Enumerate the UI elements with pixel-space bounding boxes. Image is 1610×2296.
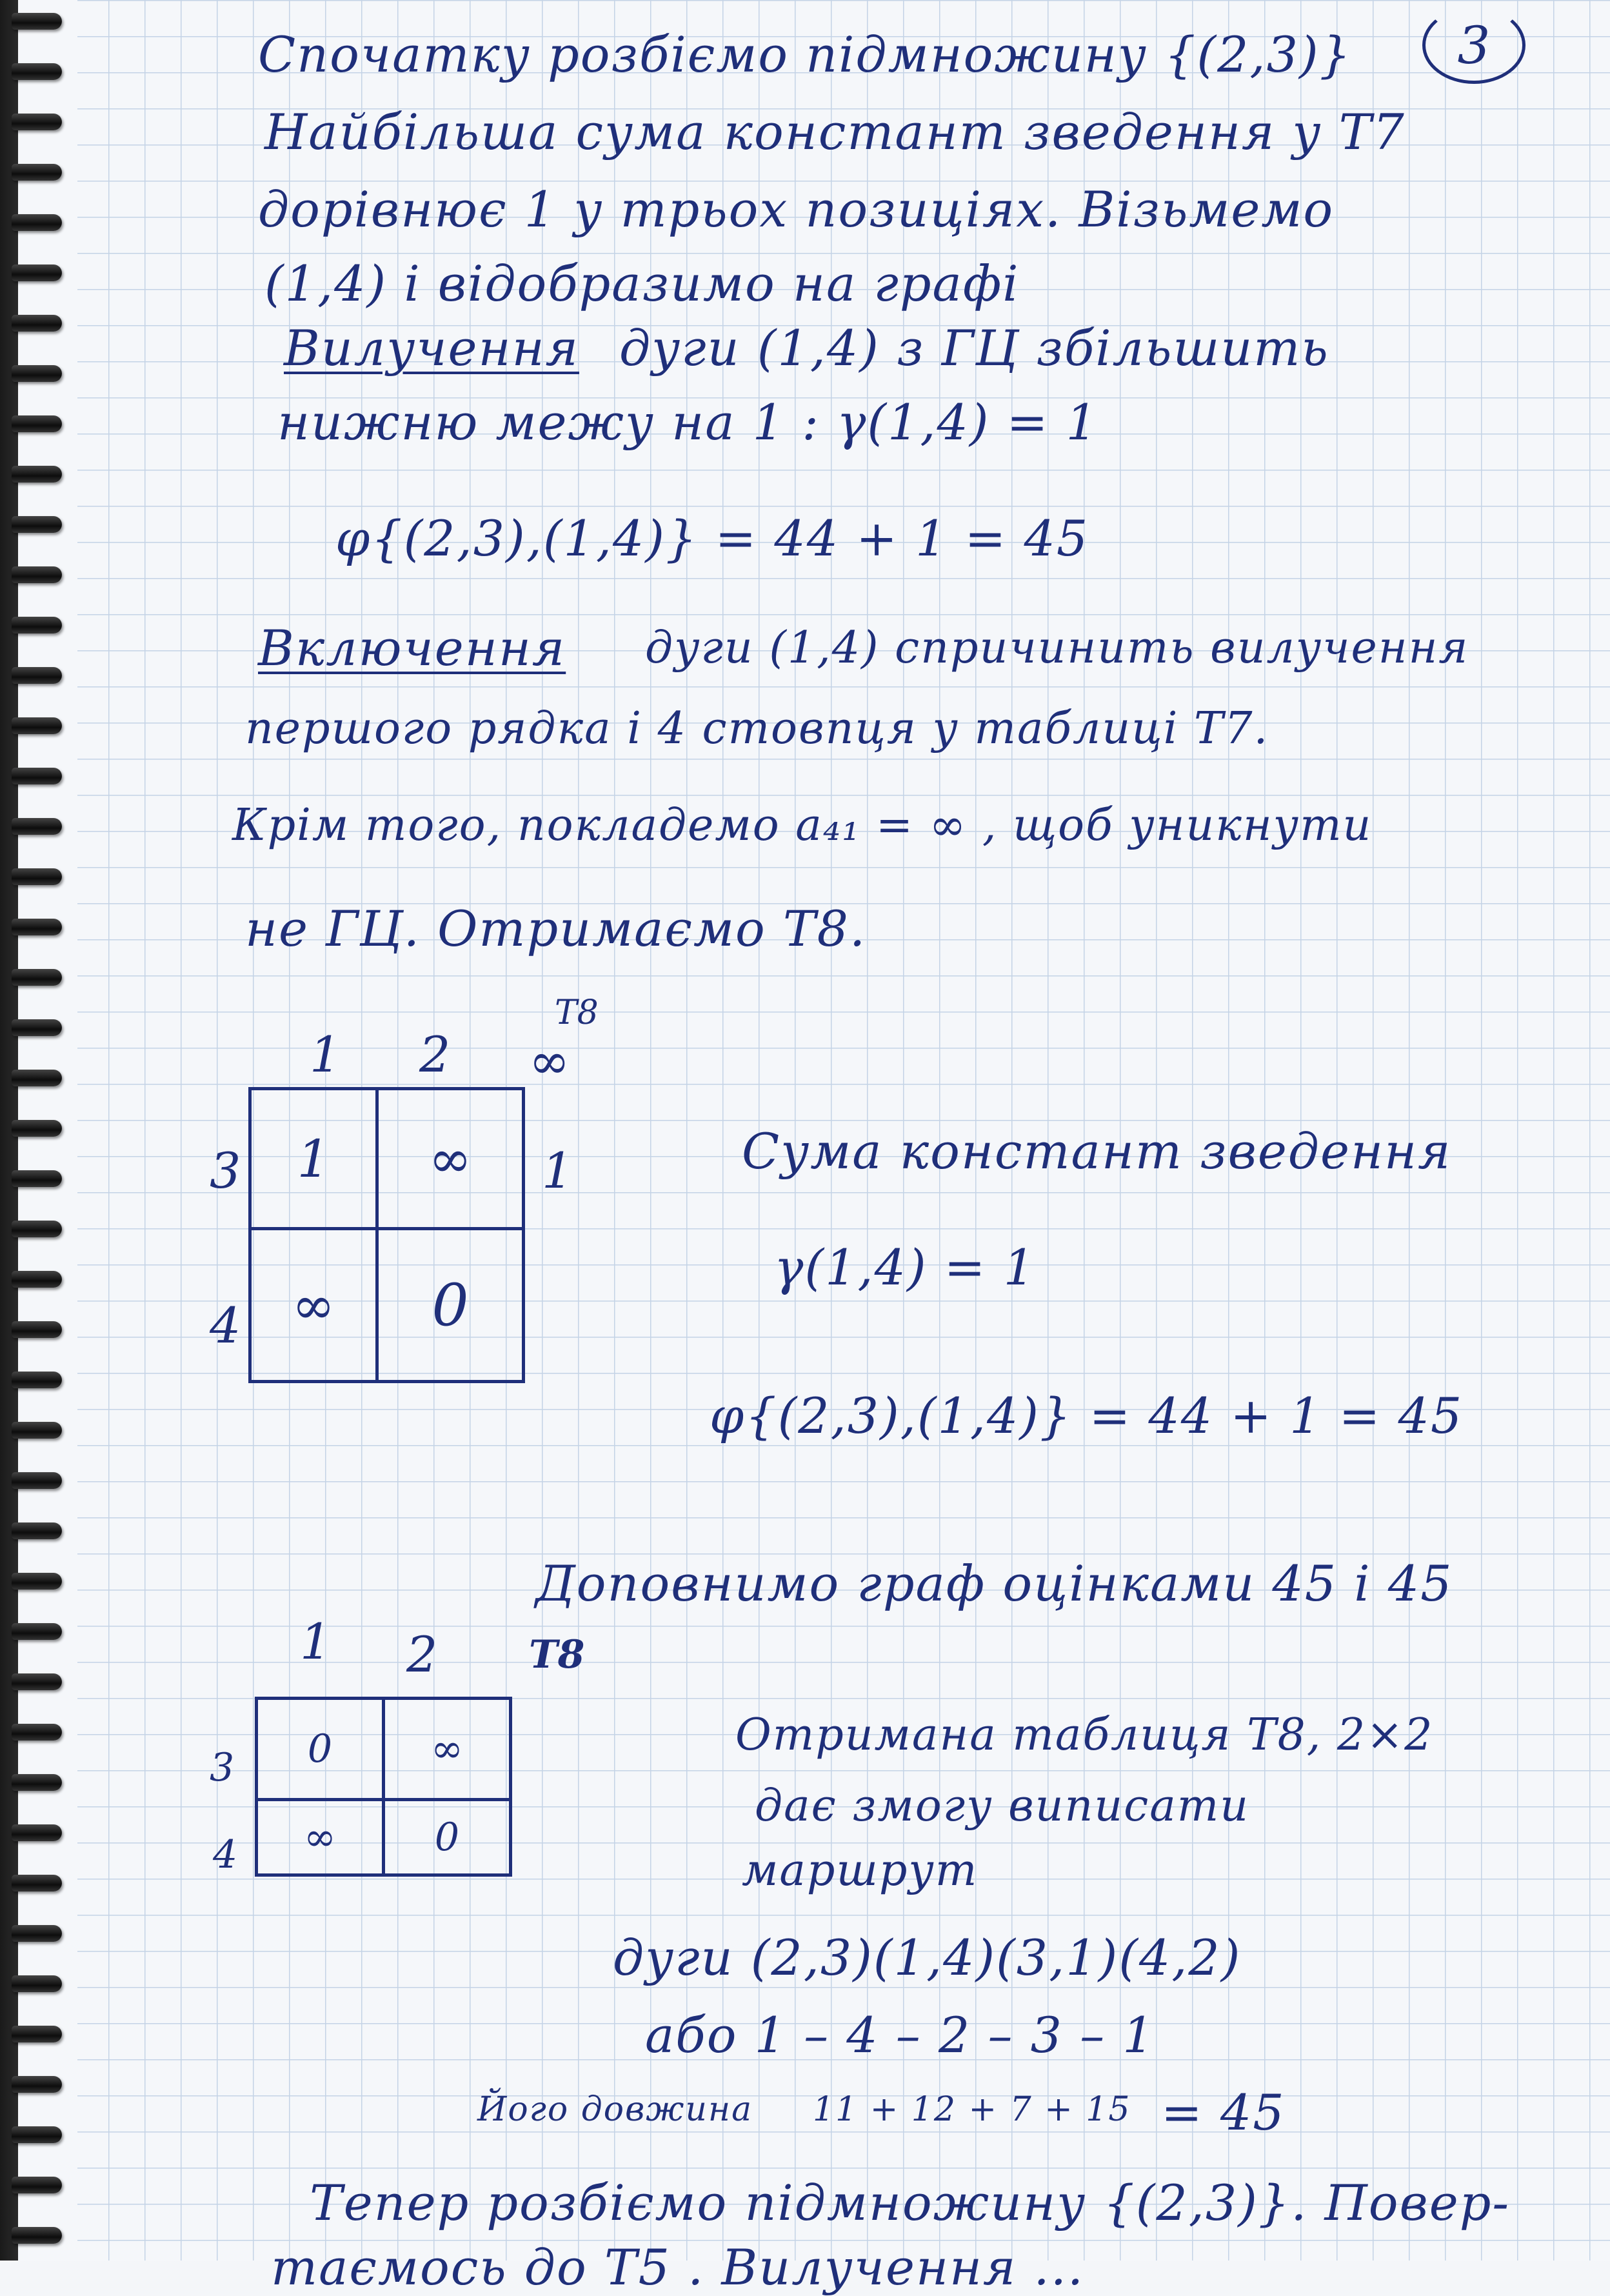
matrix-bottom-row-4: 4 bbox=[213, 1832, 238, 1877]
matrix-bottom-cell: 0 bbox=[257, 1699, 384, 1800]
binding-ring bbox=[12, 1019, 62, 1036]
matrix-top-cell: ∞ bbox=[377, 1089, 524, 1229]
matrix-top-rowmin-3: 1 bbox=[542, 1142, 573, 1199]
line-7: φ{(2,3),(1,4)} = 44 + 1 = 45 bbox=[335, 510, 1089, 567]
matrix-t8-bottom bbox=[255, 1697, 512, 1877]
matrix-bottom-cell: ∞ bbox=[384, 1699, 511, 1800]
line-15: Доповнимо граф оцінками 45 і 45 bbox=[535, 1555, 1453, 1612]
line-21: Його довжина bbox=[477, 2090, 753, 2129]
line-18: маршрут bbox=[742, 1845, 979, 1896]
binding-ring bbox=[12, 1925, 62, 1942]
line-1: Спочатку розбіємо підмножину {(2,3)} bbox=[258, 26, 1352, 83]
binding-ring bbox=[12, 1875, 62, 1892]
binding-ring bbox=[12, 1824, 62, 1841]
binding-ring bbox=[12, 1321, 62, 1338]
line-24: Тепер розбіємо підмножину {(2,3)}. Повер- bbox=[310, 2174, 1511, 2231]
binding-ring bbox=[12, 1774, 62, 1791]
binding-ring bbox=[12, 2126, 62, 2143]
binding-ring bbox=[12, 1522, 62, 1539]
line-17: дає змогу виписати bbox=[755, 1781, 1250, 1832]
binding-ring bbox=[12, 667, 62, 684]
binding-ring bbox=[12, 1422, 62, 1439]
matrix-bottom-cell: 0 bbox=[384, 1800, 511, 1875]
line-16: Отримана таблиця T8, 2×2 bbox=[735, 1710, 1434, 1761]
binding-ring bbox=[12, 2177, 62, 2193]
binding-ring bbox=[12, 566, 62, 583]
binding-ring bbox=[12, 63, 62, 80]
binding-ring bbox=[12, 969, 62, 986]
spiral-binding bbox=[0, 0, 77, 2261]
binding-ring bbox=[12, 415, 62, 432]
matrix-top-cell: 1 bbox=[250, 1089, 377, 1229]
line-4: (1,4) і відобразимо на графі bbox=[264, 255, 1020, 312]
binding-ring bbox=[12, 1120, 62, 1137]
line-23: = 45 bbox=[1161, 2084, 1286, 2141]
line-3: дорівнює 1 у трьох позиціях. Візьмемо bbox=[258, 181, 1335, 238]
binding-ring bbox=[12, 466, 62, 483]
binding-ring bbox=[12, 1724, 62, 1741]
line-20: або 1 – 4 – 2 – 3 – 1 bbox=[645, 2006, 1155, 2064]
line-25: таємось до T5 . Вилучення ... bbox=[271, 2239, 1085, 2296]
matrix-top-col-1: 1 bbox=[310, 1026, 341, 1083]
matrix-top-row-4: 4 bbox=[210, 1297, 241, 1354]
binding-ring bbox=[12, 13, 62, 30]
matrix-bottom-cell: ∞ bbox=[257, 1800, 384, 1875]
binding-ring bbox=[12, 1573, 62, 1590]
line-5: дуги (1,4) з ГЦ збільшить bbox=[619, 319, 1329, 377]
matrix-top-cell: ∞ bbox=[250, 1229, 377, 1382]
binding-ring bbox=[12, 1070, 62, 1086]
binding-ring bbox=[12, 868, 62, 885]
binding-ring bbox=[12, 717, 62, 734]
matrix-t8-top bbox=[248, 1087, 525, 1383]
binding-ring bbox=[12, 1221, 62, 1237]
matrix-top-col-2: 2 bbox=[419, 1026, 451, 1083]
line-6: нижню межу на 1 : γ(1,4) = 1 bbox=[277, 394, 1098, 451]
page-number: 3 bbox=[1422, 6, 1526, 84]
matrix-bottom-label: T8 bbox=[529, 1632, 585, 1677]
binding-ring bbox=[12, 1623, 62, 1640]
binding-ring bbox=[12, 2076, 62, 2093]
line-22: 11 + 12 + 7 + 15 bbox=[813, 2090, 1131, 2129]
binding-ring bbox=[12, 818, 62, 835]
binding-ring bbox=[12, 919, 62, 935]
matrix-bottom-col-1: 1 bbox=[300, 1613, 332, 1670]
binding-ring bbox=[12, 1975, 62, 1992]
binding-ring bbox=[12, 265, 62, 281]
line-10: Крім того, покладемо a₄₁ = ∞ , щоб уникнути bbox=[232, 800, 1373, 851]
inclusion-heading: Включення bbox=[258, 619, 566, 677]
binding-ring bbox=[12, 2227, 62, 2244]
binding-ring bbox=[12, 2026, 62, 2042]
line-2: Найбільша сума констант зведення у T7 bbox=[264, 103, 1406, 161]
binding-ring bbox=[12, 1372, 62, 1388]
matrix-bottom-row-3: 3 bbox=[210, 1745, 235, 1790]
binding-ring bbox=[12, 114, 62, 130]
matrix-bottom-col-2: 2 bbox=[406, 1626, 438, 1683]
binding-ring bbox=[12, 516, 62, 533]
binding-ring bbox=[12, 365, 62, 382]
binding-ring bbox=[12, 617, 62, 634]
line-11: не ГЦ. Отримаємо T8. bbox=[245, 900, 867, 957]
binding-ring bbox=[12, 768, 62, 784]
binding-ring bbox=[12, 1271, 62, 1288]
line-13: γ(1,4) = 1 bbox=[774, 1239, 1036, 1296]
line-8: дуги (1,4) спричинить вилучення bbox=[645, 623, 1469, 674]
binding-ring bbox=[12, 214, 62, 231]
line-14: φ{(2,3),(1,4)} = 44 + 1 = 45 bbox=[710, 1387, 1464, 1444]
line-19: дуги (2,3)(1,4)(3,1)(4,2) bbox=[613, 1929, 1242, 1986]
matrix-top-label: T8 bbox=[555, 993, 599, 1032]
binding-ring bbox=[12, 1472, 62, 1489]
line-9: першого рядка і 4 стовпця у таблиці T7. bbox=[245, 703, 1269, 754]
matrix-top-col-min: ∞ bbox=[529, 1032, 570, 1090]
binding-ring bbox=[12, 315, 62, 332]
exclusion-heading: Вилучення bbox=[284, 319, 579, 377]
binding-ring bbox=[12, 164, 62, 181]
binding-ring bbox=[12, 1170, 62, 1187]
line-12: Сума констант зведення bbox=[742, 1123, 1452, 1180]
matrix-top-cell: 0 bbox=[377, 1229, 524, 1382]
matrix-top-row-3: 3 bbox=[210, 1142, 241, 1199]
binding-ring bbox=[12, 1673, 62, 1690]
